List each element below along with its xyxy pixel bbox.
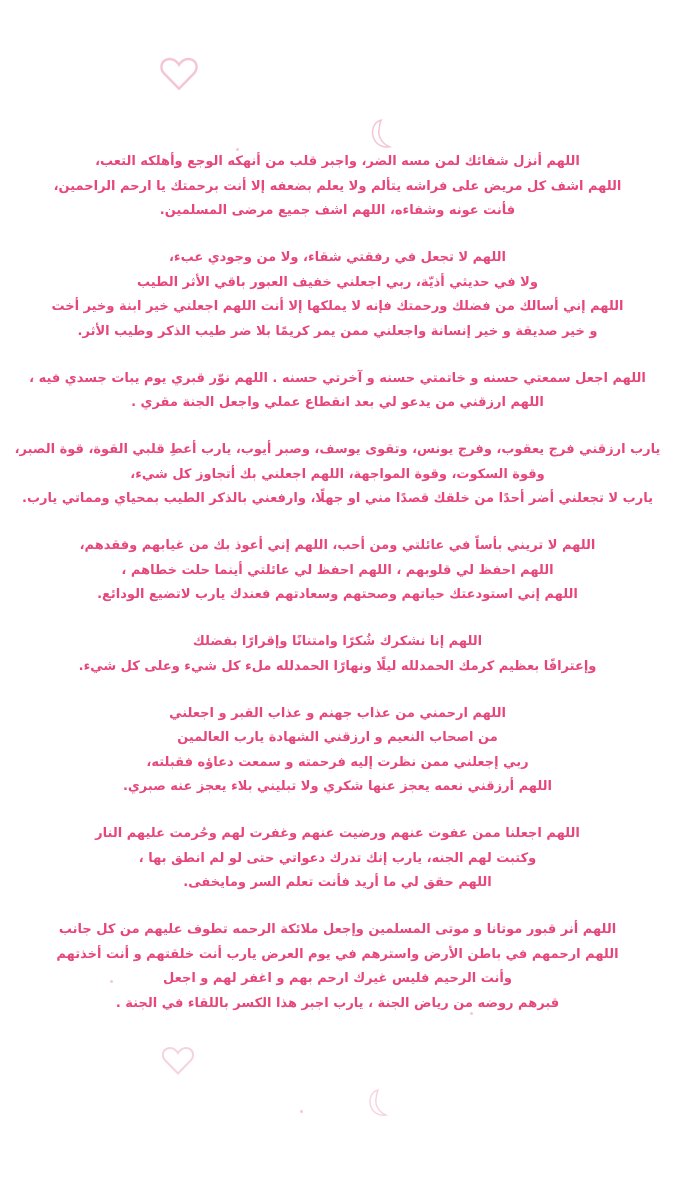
poem-line: وإعترافًا بعظيم كرمك الحمدلله ليلًا ونهارًا الحمدلله ملء كل شيء وعلى كل شيء. — [78, 658, 597, 674]
poem-line: يارب ارزقني فرج يعقوب، وفرج يونس، وتقوى يوسف، وصبر أيوب، يارب أعطِ قلبي القوة، قوة الصبر، — [14, 442, 661, 457]
poem-line: وكتبت لهم الجنه، يارب إنك تدرك دعواتي حتى لو لم انطق بها ، — [138, 850, 537, 866]
stanza — [0, 367, 675, 416]
heart-outline-icon — [160, 1042, 196, 1078]
crescent-moon-icon — [366, 118, 392, 150]
poem-line: فأنت عونه وشفاءه، اللهم اشف جميع مرضى المسلمين. — [159, 203, 516, 218]
poem-line: اللهم إني أسالك من فضلك ورحمتك فإنه لا يملكها إلا أنت اللهم اجعلني خير ابنة وخير أخت — [51, 299, 624, 314]
crescent-moon-icon — [364, 1088, 388, 1118]
poem-line: و خير صديقة و خير إنسانة واجعلني ممن يمر كريمًا بلا ضر طيب الذكر وطيب الأثر. — [77, 323, 598, 339]
stanza — [0, 702, 675, 800]
poem-line: اللهم حقق لي ما أريد فأنت تعلم السر ومايخفى. — [183, 875, 492, 890]
poem-line: اللهم اشف كل مريض على فراشه يتألم ولا يعلم بضعفه إلا أنت برحمتك يا ارحم الراحمين، — [53, 178, 622, 194]
poem-line: يارب لا تجعلني أضر أحدًا من خلقك قصدًا مني او جهلًا، وارفعني بالذكر الطيب بمحياي ومماتي يارب. — [22, 491, 653, 506]
poem-line: قبرهم روضه من رياض الجنة ، يارب اجبر هذا الكسر باللقاء في الجنة . — [115, 995, 560, 1011]
poem-line: وأنت الرحيم فليس غيرك ارحم بهم و اغفر لهم و اجعل — [163, 971, 512, 986]
poem-line: اللهم أرزقني نعمه يعجز عنها شكري ولا تبليني بلاء يعجز عنه صبري. — [122, 779, 553, 794]
poem-line: اللهم ارحمهم في باطن الأرض واسترهم في يوم العرض يارب أنت خلقتهم و أنت أخذتهم — [56, 946, 619, 962]
poem-line: اللهم ارزقني من يدعو لي بعد انقطاع عملي واجعل الجنة مقري . — [131, 395, 544, 410]
poem-line: ربي إجعلني ممن نظرت إليه فرحمته و سمعت دعاؤه فقبلته، — [146, 754, 529, 770]
poem-line: اللهم أنزل شفائك لمن مسه الضر، واجبر قلب من أنهكه الوجع وأهلكه التعب، — [95, 154, 580, 169]
poem-line: اللهم ارحمني من عذاب جهنم و عذاب القبر و اجعلني — [169, 705, 506, 721]
stanza — [0, 438, 675, 512]
stanza — [0, 822, 675, 896]
poem-line: اللهم اجعلنا ممن عفوت عنهم ورضيت عنهم وغفرت لهم وحُرمت عليهم النار — [95, 826, 580, 841]
poem-line: اللهم احفظ لي قلوبهم ، اللهم احفظ لي عائلتي أينما حلت خطاهم ، — [121, 562, 554, 578]
poem-line: وقوة السكوت، وقوة المواجهة، اللهم اجعلني بك أتجاوز كل شيء، — [130, 466, 545, 482]
stanza — [0, 534, 675, 608]
stanza — [0, 150, 675, 224]
stanza — [0, 918, 675, 1016]
poem-line: من اصحاب النعيم و ارزقني الشهادة يارب العالمين — [177, 730, 498, 745]
poem-line: اللهم أنر قبور موتانا و موتى المسلمين وإجعل ملائكة الرحمه تطوف عليهم من كل جانب — [58, 922, 617, 937]
heart-outline-icon — [158, 52, 200, 94]
poem-line: اللهم إنا نشكرك شُكرًا وامتنانًا وإقرارًا بفضلك — [192, 634, 483, 649]
poem-line: اللهم إني استودعتك حياتهم وصحتهم وسعادتهم فعندك يارب لاتضيع الودائع. — [97, 587, 578, 602]
supplication-text — [0, 150, 675, 1039]
sparkle-dot — [300, 1110, 303, 1113]
poem-line: اللهم لا تريني بأساً في عائلتي ومن أحب، اللهم إني أعوذ بك من غيابهم وفقدهم، — [79, 538, 596, 553]
stanza — [0, 630, 675, 679]
poem-line: اللهم لا تجعل في رفقتي شقاء، ولا من وجودي عبء، — [168, 250, 507, 265]
poem-line: اللهم اجعل سمعتي حسنه و خاتمتي حسنه و آخرتي حسنه . اللهم نوّر قبري يوم يبات جسدي فيه ، — [29, 370, 646, 386]
stanza — [0, 246, 675, 344]
poem-line: ولا في حديثي أذيّة، ربي اجعلني خفيف العبور باقي الأثر الطيب — [137, 274, 538, 290]
